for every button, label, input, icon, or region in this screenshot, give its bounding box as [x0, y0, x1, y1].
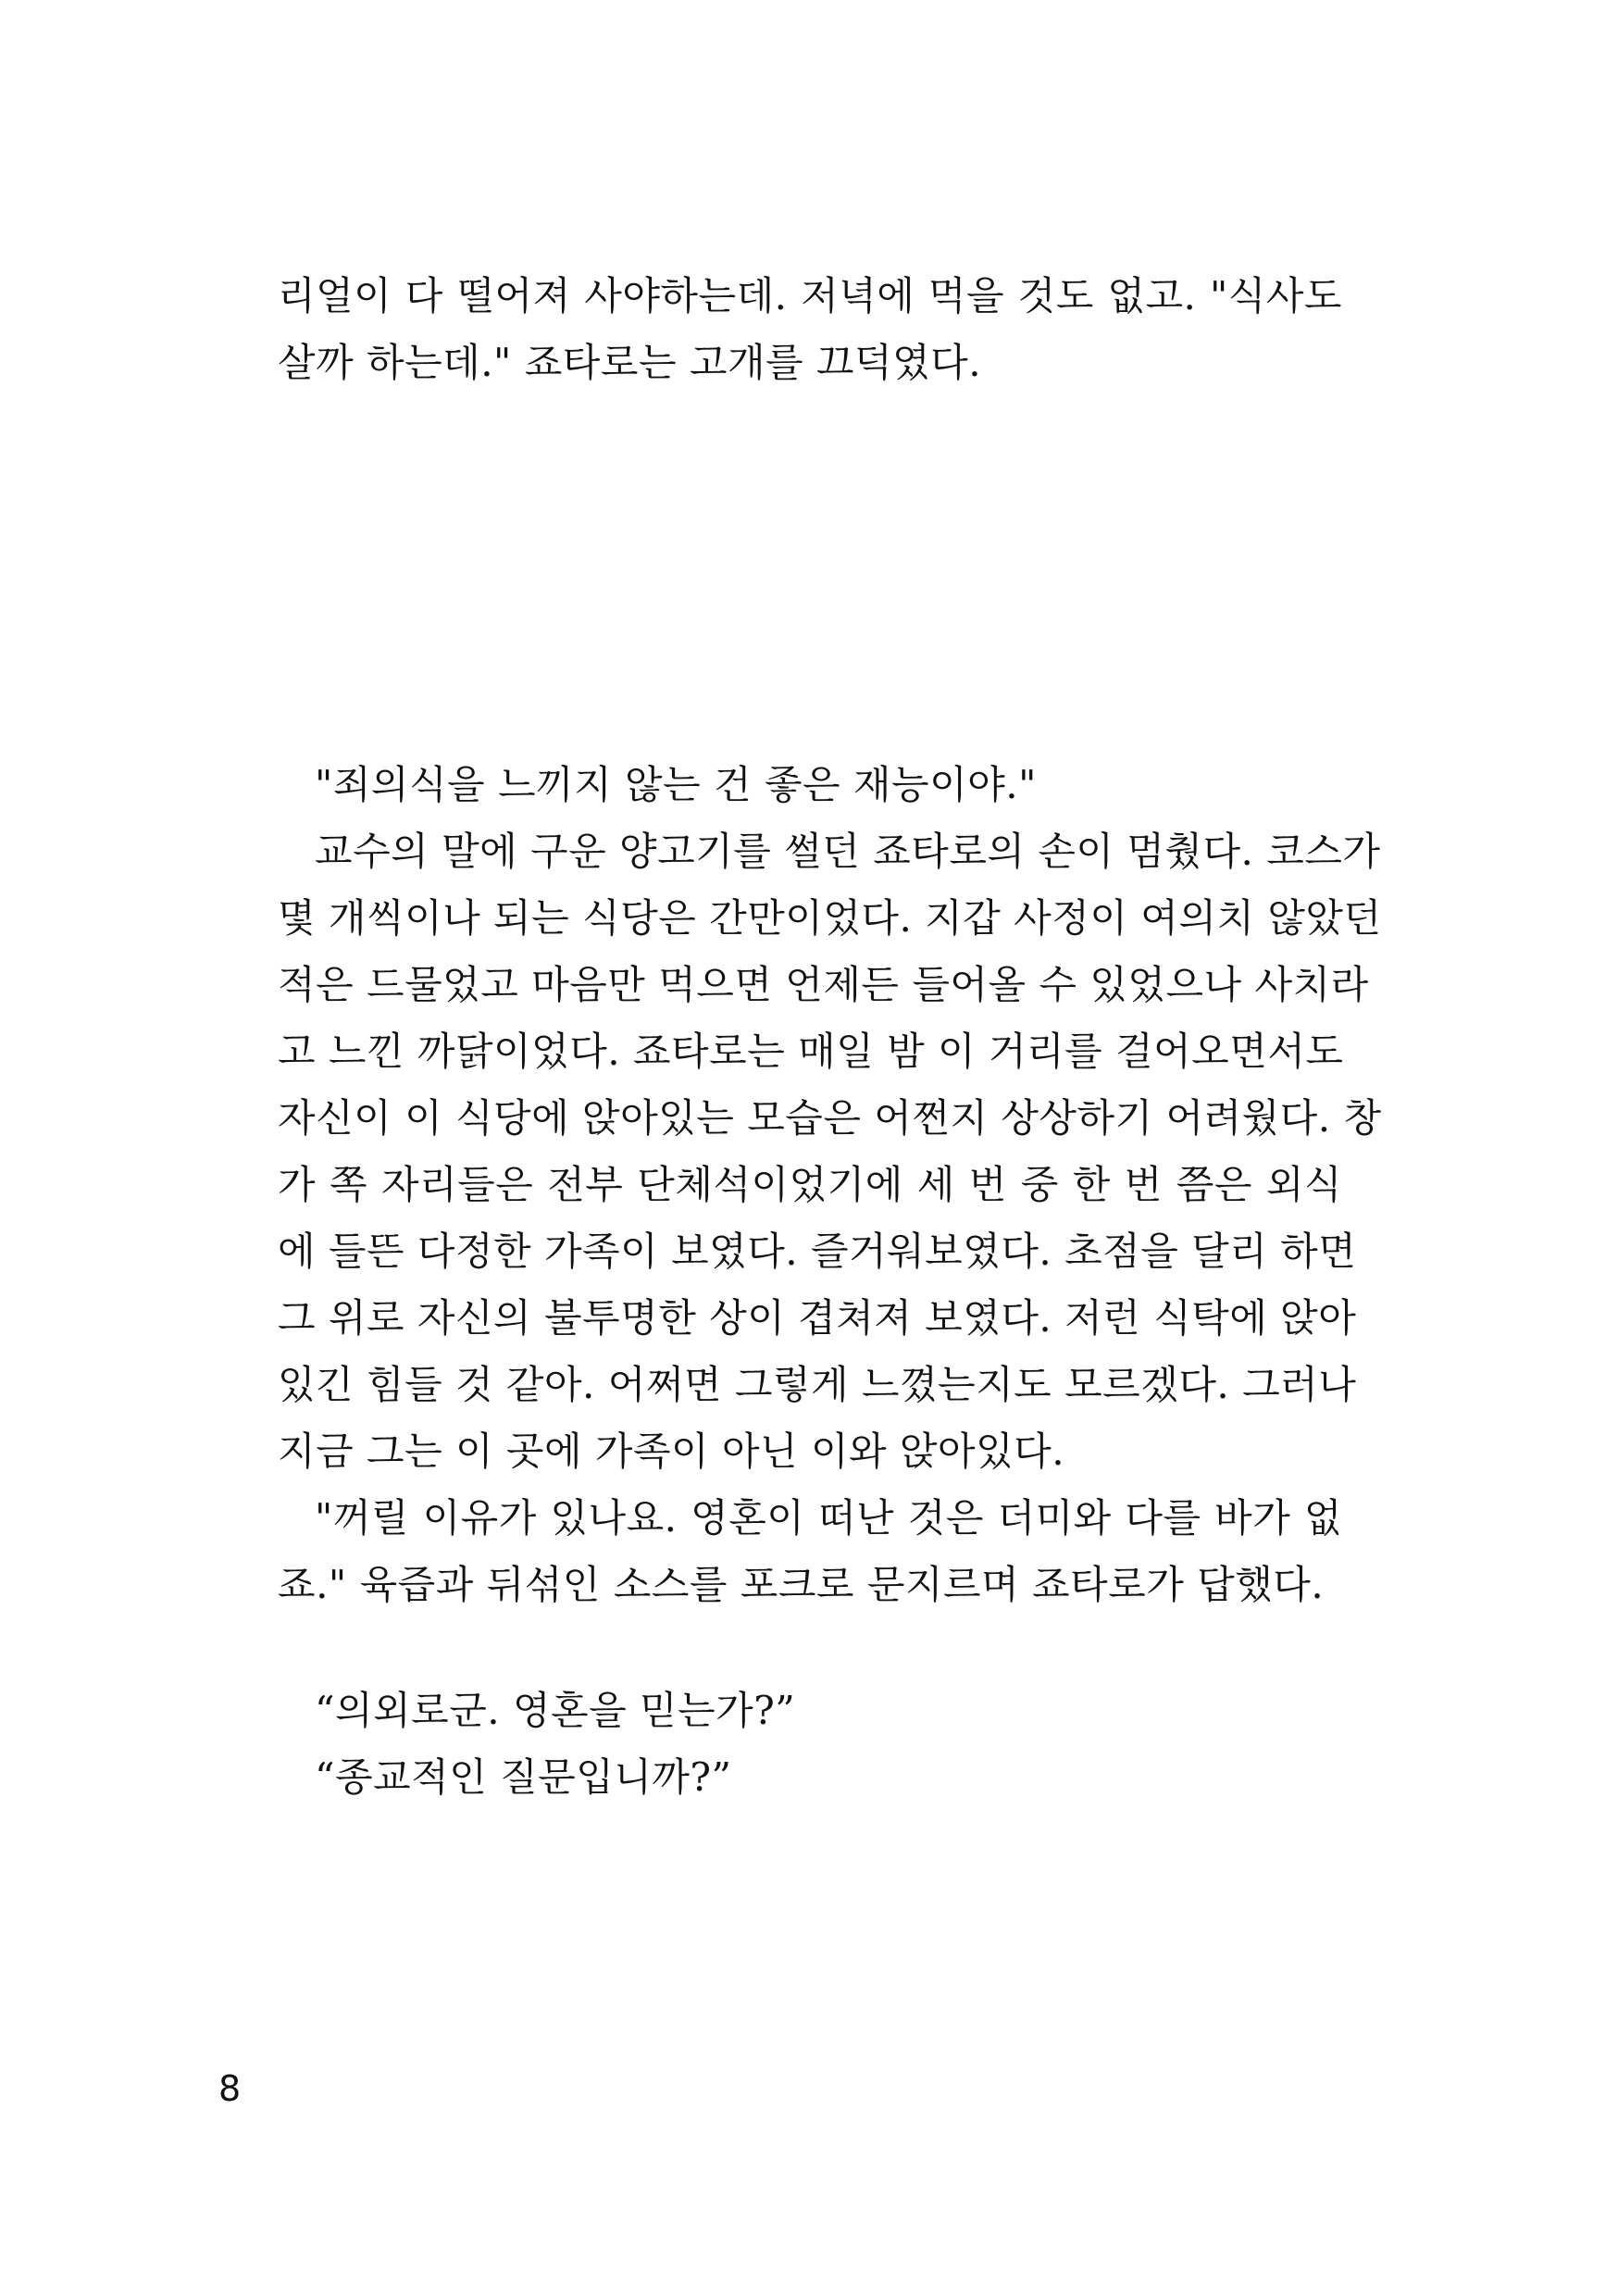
dialogue-line: "죄의식을 느끼지 않는 건 좋은 재능이야."	[315, 762, 1037, 807]
dialogue-line: “종교적인 질문입니까?”	[315, 1754, 732, 1800]
text-line: 고 느낀 까닭이었다. 죠타로는 매일 밤 이 거리를 걸어오면서도	[278, 1029, 1344, 1074]
page-number: 8	[218, 2068, 242, 2109]
text-line: 죠." 육즙과 뒤섞인 소스를 포크로 문지르며 죠타로가 답했다.	[278, 1562, 1325, 1607]
text-line: 교수의 말에 구운 양고기를 썰던 죠타로의 손이 멈췄다. 코스가	[315, 829, 1381, 874]
dialogue-line: “의외로군. 영혼을 믿는가?”	[315, 1688, 796, 1733]
text-line: 에 들뜬 다정한 가족이 보였다. 즐거워보였다. 초점을 달리 하면	[278, 1229, 1357, 1274]
text-line: 살까 하는데." 죠타로는 고개를 끄덕였다.	[278, 340, 982, 385]
dialogue-line: "꺼릴 이유가 있나요. 영혼이 떠난 것은 더미와 다를 바가 없	[315, 1495, 1342, 1541]
text-line: 지금 그는 이 곳에 가족이 아닌 이와 앉아있다.	[278, 1429, 1065, 1474]
text-line: 있긴 힘들 것 같아. 어쩌면 그렇게 느꼈는지도 모르겠다. 그러나	[278, 1362, 1357, 1407]
text-line: 몇 개씩이나 되는 식당은 간만이었다. 지갑 사정이 여의치 않았던	[278, 895, 1382, 941]
text-line: 자신이 이 식당에 앉아있는 모습은 어쩐지 상상하기 어려웠다. 창	[278, 1095, 1382, 1141]
text-line: 리얼이 다 떨어져 사야하는데. 저녁에 먹을 것도 없고. "식사도	[278, 273, 1342, 318]
text-line: 그 위로 자신의 불투명한 상이 겹쳐져 보였다. 저런 식탁에 앉아	[278, 1295, 1357, 1341]
text-line: 적은 드물었고 마음만 먹으면 언제든 들어올 수 있었으나 사치라	[278, 962, 1369, 1007]
text-line: 가 쪽 자리들은 전부 단체석이었기에 세 번 중 한 번 쯤은 외식	[278, 1162, 1342, 1207]
